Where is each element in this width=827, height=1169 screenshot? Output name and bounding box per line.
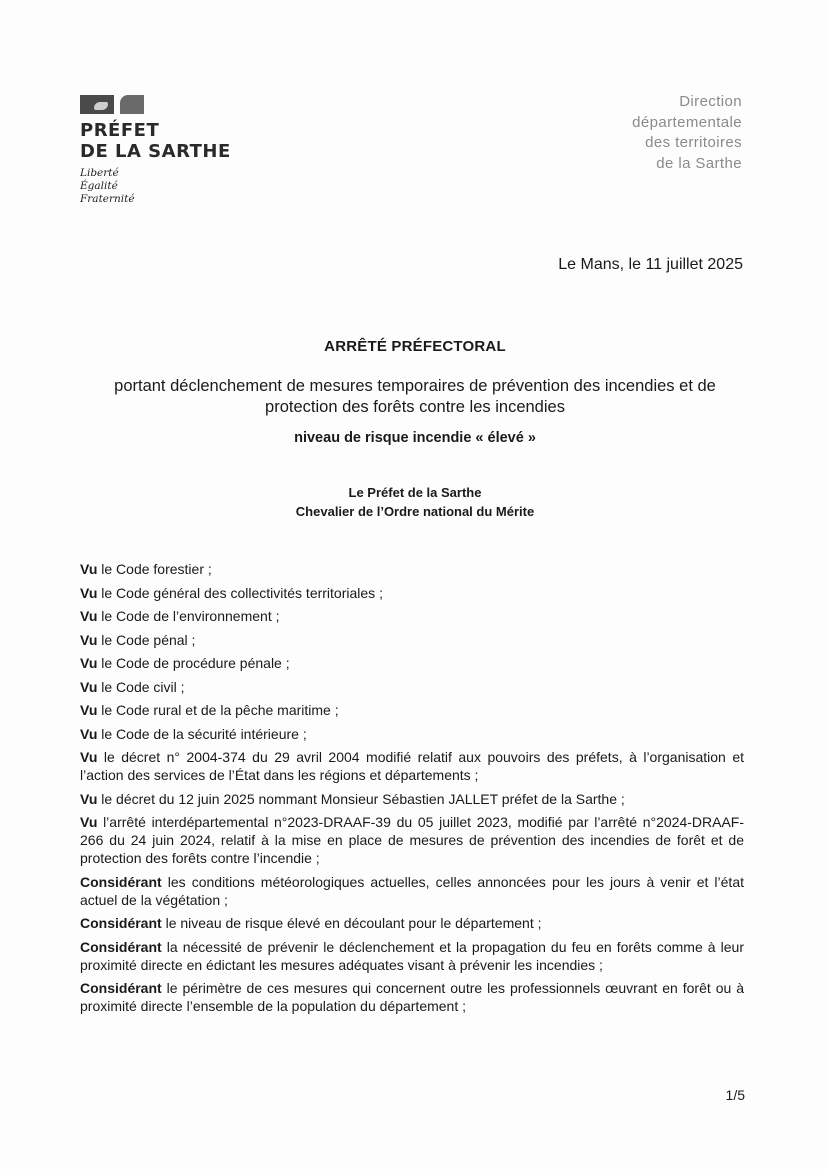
marianne-logo-icon [80, 95, 231, 114]
authority-name: Le Préfet de la Sarthe [348, 485, 482, 500]
visa-paragraph [80, 584, 744, 602]
visa-lead: Vu [80, 814, 98, 830]
signing-authority [70, 483, 760, 521]
visa-text: le Code général des collectivités territoriales ; [97, 584, 383, 601]
prefet-title-line2: DE LA SARTHE [80, 141, 231, 162]
considerant-paragraph [80, 873, 744, 909]
subtitle-line: portant déclenchement de mesures temporaires de prévention des incendies et de [114, 377, 716, 395]
visa-paragraph [80, 678, 744, 696]
visa-text: le Code pénal ; [97, 631, 196, 648]
subtitle-line: protection des forêts contre les incendies [265, 398, 565, 416]
visa-paragraph [80, 725, 744, 743]
page-number: 1/5 [725, 1087, 745, 1103]
visa-paragraph [80, 607, 744, 625]
considerant-text: les conditions météorologiques actuelles, celles annoncées pour les jours à venir et l’état actuel de la végétation ; [80, 873, 744, 908]
motto-fraternite: Fraternité [80, 193, 135, 205]
considerant-paragraph [80, 938, 744, 974]
considerant-text: le périmètre de ces mesures qui concernent outre les professionnels œuvrant en forêt ou à proximité directe l’ensemble de la population du département ; [80, 980, 744, 1014]
visa-text: le Code de la sécurité intérieure ; [97, 725, 307, 742]
visa-lead: Vu [80, 702, 98, 718]
visa-paragraph [80, 790, 744, 808]
visa-paragraph [80, 813, 744, 867]
visa-lead: Vu [80, 584, 98, 601]
document-subtitle [70, 376, 760, 418]
republic-motto [80, 167, 231, 206]
place-and-date: Le Mans, le 11 juillet 2025 [558, 256, 743, 273]
visa-lead: Vu [80, 790, 98, 807]
visa-lead: Vu [80, 749, 98, 765]
visa-paragraph [80, 701, 744, 719]
visa-text: le Code de l’environnement ; [97, 608, 280, 624]
visa-text: le décret du 12 juin 2025 nommant Monsieur Sébastien JALLET préfet de la Sarthe ; [97, 790, 625, 807]
issuing-direction [632, 92, 742, 174]
visa-lead: Vu [80, 725, 98, 742]
visa-lead: Vu [80, 561, 98, 577]
visa-text: l’arrêté interdépartemental n°2023-DRAAF-39 du 05 juillet 2023, modifié par l’arrêté n°2024-DRAAF-266 du 24 juin 2024, relatif à la mise en place de mesures de prévention des incendies de forêt et de protection des forêts contre l’incendie ; [80, 814, 744, 866]
visa-paragraph [80, 560, 744, 578]
marianne-right-block [120, 95, 144, 114]
considerant-lead: Considérant [80, 980, 162, 996]
authority-honor: Chevalier de l’Ordre national du Mérite [295, 504, 535, 519]
visa-text: le Code rural et de la pêche maritime ; [97, 702, 339, 718]
motto-liberte: Liberté [80, 167, 119, 179]
considerant-paragraph [80, 914, 744, 932]
visa-text: le Code forestier ; [97, 561, 212, 577]
prefecture-logo [80, 95, 231, 206]
visa-paragraph [80, 631, 744, 649]
direction-line: Direction [679, 93, 742, 110]
considerant-text: le niveau de risque élevé en découlant pour le département ; [161, 915, 542, 931]
considerant-lead: Considérant [80, 915, 162, 931]
document-title: ARRÊTÉ PRÉFECTORAL [324, 338, 506, 355]
visa-paragraph [80, 748, 744, 784]
considerant-lead: Considérant [80, 938, 162, 955]
marianne-left-block [80, 95, 114, 114]
visa-text: le décret n° 2004-374 du 29 avril 2004 modifié relatif aux pouvoirs des préfets, à l’organisation et l’action des services de l’État dans les régions et départements ; [80, 749, 744, 783]
visa-lead: Vu [80, 655, 98, 671]
risk-level: niveau de risque incendie « élevé » [294, 430, 536, 446]
considerant-lead: Considérant [80, 873, 162, 890]
visa-lead: Vu [80, 631, 98, 648]
visa-lead: Vu [80, 678, 98, 695]
visa-lead: Vu [80, 608, 98, 624]
prefet-title-line1: PRÉFET [80, 120, 160, 141]
visa-paragraph [80, 654, 744, 672]
direction-line: départementale [632, 113, 742, 131]
motto-egalite: Égalité [80, 180, 118, 192]
visa-text: le Code de procédure pénale ; [97, 655, 290, 671]
considerant-text: la nécessité de prévenir le déclenchement et la propagation du feu en forêts comme à leur proximité directe en édictant les mesures adéquates visant à prévenir les incendies ; [80, 938, 744, 973]
visa-text: le Code civil ; [97, 678, 185, 695]
considerant-paragraph [80, 979, 744, 1015]
direction-line: de la Sarthe [656, 154, 742, 172]
direction-line: des territoires [645, 134, 742, 151]
document-body [80, 560, 744, 1021]
